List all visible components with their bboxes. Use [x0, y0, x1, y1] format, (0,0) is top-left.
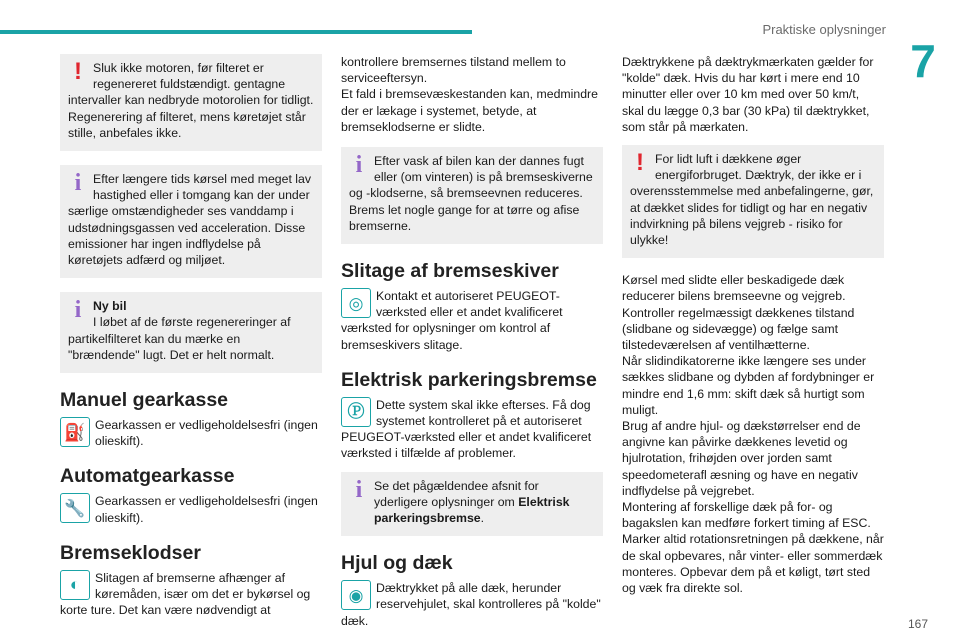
info-icon: i [355, 476, 363, 503]
brake-pad-icon: ◐ [60, 570, 90, 600]
manual-gearbox-section [60, 417, 322, 449]
automatic-gearbox-text: Gearkassen er vedligeholdelsesfri (ingen olieskift). [95, 494, 318, 525]
chapter-number: 7 [910, 35, 936, 87]
warning-note-underinflation [622, 145, 884, 258]
header-accent-bar [0, 30, 472, 34]
info-icon: i [74, 170, 82, 197]
note-text: Sluk ikke motoren, før filteret er regenereret fuldstændigt. gentagne [93, 61, 286, 92]
info-note [60, 165, 322, 278]
note-text-cont: og -klodserne, så bremseevnen reduceres. Brems let nogle gange for at tørre og afise bremserne. [349, 186, 583, 233]
oil-can-icon: ⛽ [60, 417, 90, 447]
column-3 [622, 54, 884, 596]
heading-wheels-tyres: Hjul og dæk [341, 552, 453, 575]
page-number: 167 [907, 617, 928, 631]
wrench-icon: 🔧 [60, 493, 90, 523]
heading-parking-brake: Elektrisk parkeringsbremse [341, 368, 597, 391]
warning-icon: ! [74, 58, 82, 85]
tyre-pressure-text: Dæktrykkene på dæktrykmærkaten gælder for "kolde" dæk. Hvis du har kørt i mere end 10 minutter eller over 10 km med over 50 km/t, skal du lægge 0,3 bar (30 kPa) til dæktrykket, som står på mærkaten. [622, 55, 874, 134]
note-text: Se det pågældendee afsnit for yderligere oplysninger om [374, 478, 539, 509]
tyre-maintenance-text: Kørsel med slidte eller beskadigede dæk reducerer bilens bremseevne og vejgreb. Kontroller regelmæssigt dækkenes tilstand (slidbane og sidevægge) og fælge samt tilstedeværelsen af ventilhætterne. Når slidindikatorerne ikke længere ses under sækkes slidbane og dybden af fordybninger er mindre end 1,6 mm: skift dæk så hurtigt som muligt. Brug af andre hjul- og dækstørrelser end de angivne kan påvirke dækkenes levetid og hjulrotation, frihøjden over jorden samt speedometerafl æsning og have en negativ indflydelse på vejgrebet. Montering af forskellige dæk på for- og bagakslen kan medføre forkert timing af ESC. Marker altid rotationsretningen på dækkene, når de skal opbevares, når vinter- eller sommerdæk monteres. Opbevar dem på et køligt, tørt sted og væk fra direkte sol. [622, 273, 884, 596]
tyre-pressure-icon: ◉ [341, 580, 371, 610]
note-text-cont: partikelfilteret kan du mærke en "brændende" lugt. Det er helt normalt. [68, 331, 275, 362]
parking-brake-icon: Ⓟ [341, 397, 371, 427]
parking-brake-section [341, 397, 603, 462]
note-text-cont: intervaller kan nedbryde motorolien for tidligt. Regenerering af filteret, mens køretøjet står stille, anbefales ikke. [68, 93, 314, 140]
brake-disc-icon: ◎ [341, 288, 371, 318]
note-text: For lidt luft i dækkene øger energiforbruget. Dæktryk, der ikke er i [655, 152, 862, 183]
wheels-section [341, 580, 603, 629]
note-title: Ny bil [93, 299, 127, 314]
info-icon: i [74, 297, 82, 324]
parking-brake-text: Dette system skal ikke efterses. Få dog systemet kontrolleret på et autoriseret PEUGEOT-værksted eller et andet kvalificeret værksted i tilfælde af problemer. [341, 397, 592, 461]
column-2 [341, 54, 603, 637]
note-text: Efter længere tids kørsel med meget lav hastighed eller i tomgang kan der under [93, 172, 312, 203]
info-note-washing [341, 147, 603, 244]
brake-discs-text: Kontakt et autoriseret PEUGEOT-værksted eller et andet kvalificeret værksted for oplysninger om kontrol af bremseskivers slitage. [341, 289, 563, 352]
note-text-cont: særlige omstændigheder ses vanddamp i udstødningsgassen ved acceleration. Disse emissioner har ingen indflydelse på køretøjets adfærd og miljøet. [68, 204, 306, 268]
wheels-text: Dæktrykket på alle dæk, herunder reservehjulet, skal kontrolleres på "kolde" dæk. [341, 581, 601, 628]
brake-pads-text: Slitagen af bremserne afhænger af køremåden, især om det er bykørsel og korte ture. Det kan være nødvendigt at [60, 570, 311, 618]
info-note-new-car [60, 292, 322, 373]
heading-brake-pads: Bremseklodser [60, 541, 201, 564]
note-text: Efter vask af bilen kan der dannes fugt eller (om vinteren) is på bremseskiverne [374, 154, 593, 185]
brake-pads-section [60, 570, 322, 619]
note-bold-link: Elektrisk parkeringsbremse [374, 494, 570, 526]
info-icon: i [355, 152, 363, 179]
brake-discs-section [341, 288, 603, 353]
note-text-cont: overensstemmelse med anbefalingerne, gør, at dækket slides for tidligt og har en negativ indvirkning på bilens vejgreb - risiko for ulykke! [630, 184, 874, 248]
heading-brake-discs: Slitage af bremseskiver [341, 260, 559, 283]
column-1 [60, 54, 322, 626]
heading-manual-gearbox: Manuel gearkasse [60, 389, 229, 412]
info-note-parking [341, 472, 603, 537]
warning-note [60, 54, 322, 151]
heading-automatic-gearbox: Automatgearkasse [60, 465, 235, 488]
warning-icon: ! [636, 149, 644, 177]
note-end: . [480, 511, 485, 526]
section-title: Praktiske oplysninger [762, 22, 886, 37]
automatic-gearbox-section [60, 493, 322, 525]
brake-check-text: kontrollere bremsernes tilstand mellem to serviceeftersyn. Et fald i bremsevæskestanden kan, medmindre der er lækage i systemet, betyde, at bremseklodserne er slidte. [341, 55, 598, 134]
manual-gearbox-text: Gearkassen er vedligeholdelsesfri (ingen olieskift). [95, 418, 318, 449]
note-text: I løbet af de første regenereringer af [93, 315, 291, 330]
